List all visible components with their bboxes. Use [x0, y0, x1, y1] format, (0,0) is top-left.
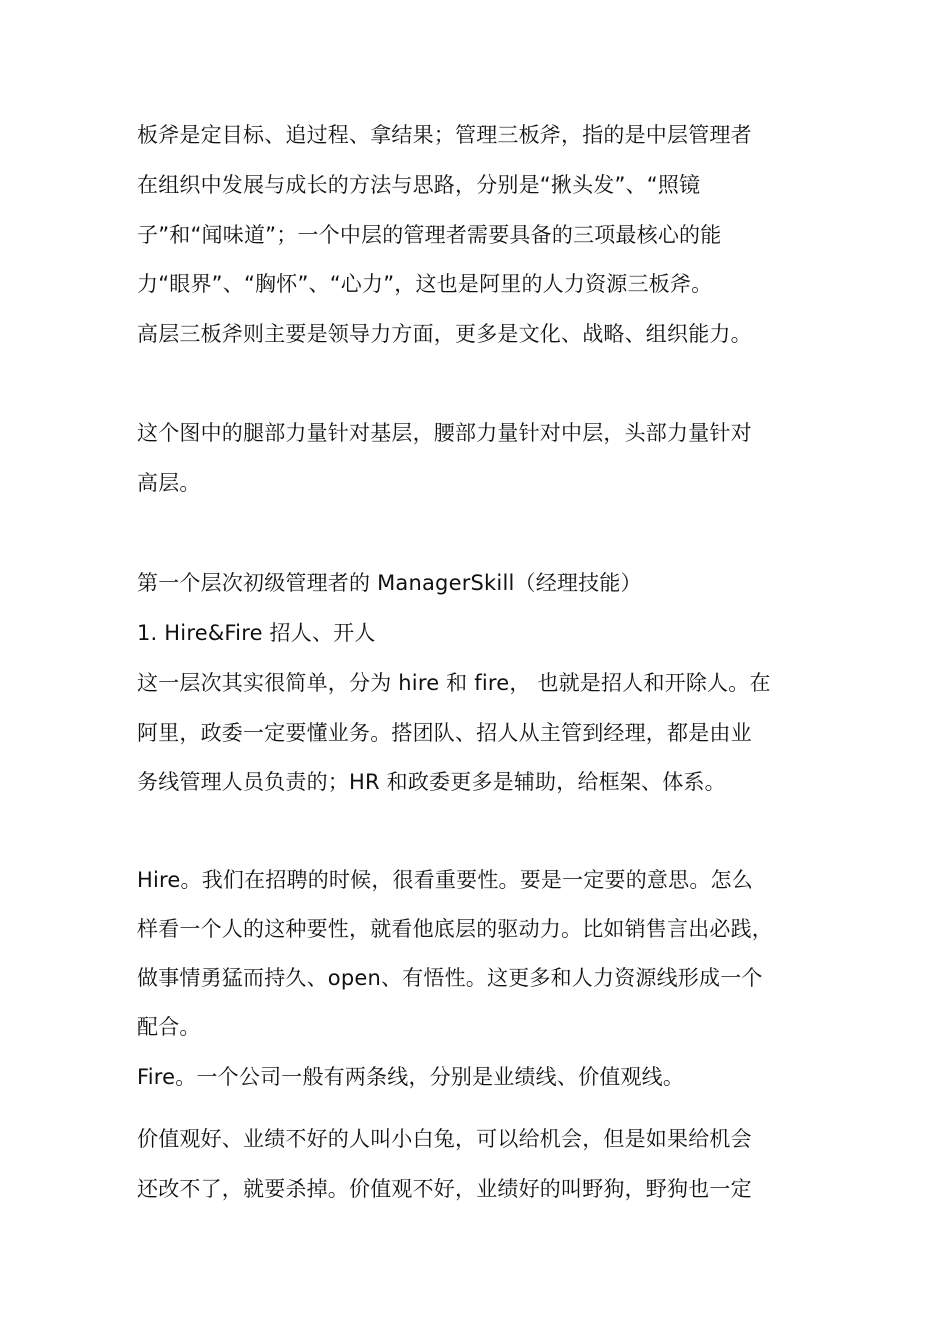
- section-heading: 第一个层次初级管理者的 ManagerSkill（经理技能）: [137, 571, 642, 595]
- numbered-heading: 1. Hire&Fire 招人、开人: [137, 621, 376, 645]
- text-line: 阿里，政委一定要懂业务。搭团队、招人从主管到经理，都是由业: [137, 721, 752, 745]
- text-line: Fire。一个公司一般有两条线，分别是业绩线、价值观线。: [137, 1065, 685, 1089]
- text-line: 配合。: [137, 1015, 201, 1039]
- text-line: 样看一个人的这种要性，就看他底层的驱动力。比如销售言出必践，: [137, 917, 773, 941]
- text-line: 力“眼界”、“胸怀”、“心力”，这也是阿里的人力资源三板斧。: [137, 272, 713, 296]
- text-line: 这一层次其实很简单，分为 hire 和 fire， 也就是招人和开除人。在: [137, 671, 771, 695]
- text-line: 还改不了，就要杀掉。价值观不好，业绩好的叫野狗，野狗也一定: [137, 1177, 752, 1201]
- text-line: 这个图中的腿部力量针对基层，腰部力量针对中层，头部力量针对: [137, 421, 752, 445]
- text-line: 务线管理人员负责的；HR 和政委更多是辅助，给框架、体系。: [137, 770, 726, 794]
- text-line: 价值观好、业绩不好的人叫小白兔，可以给机会，但是如果给机会: [137, 1127, 752, 1151]
- text-line: 在组织中发展与成长的方法与思路，分别是“揪头发”、“照镜: [137, 173, 701, 197]
- text-line: 高层。: [137, 471, 201, 495]
- text-line: Hire。我们在招聘的时候，很看重要性。要是一定要的意思。怎么: [137, 868, 753, 892]
- text-line: 做事情勇猛而持久、open、有悟性。这更多和人力资源线形成一个: [137, 966, 763, 990]
- text-line: 高层三板斧则主要是领导力方面，更多是文化、战略、组织能力。: [137, 322, 752, 346]
- document-page: [137, 0, 817, 1344]
- text-line: 板斧是定目标、追过程、拿结果；管理三板斧，指的是中层管理者: [137, 123, 752, 147]
- text-line: 子”和“闻味道”；一个中层的管理者需要具备的三项最核心的能: [137, 223, 722, 247]
